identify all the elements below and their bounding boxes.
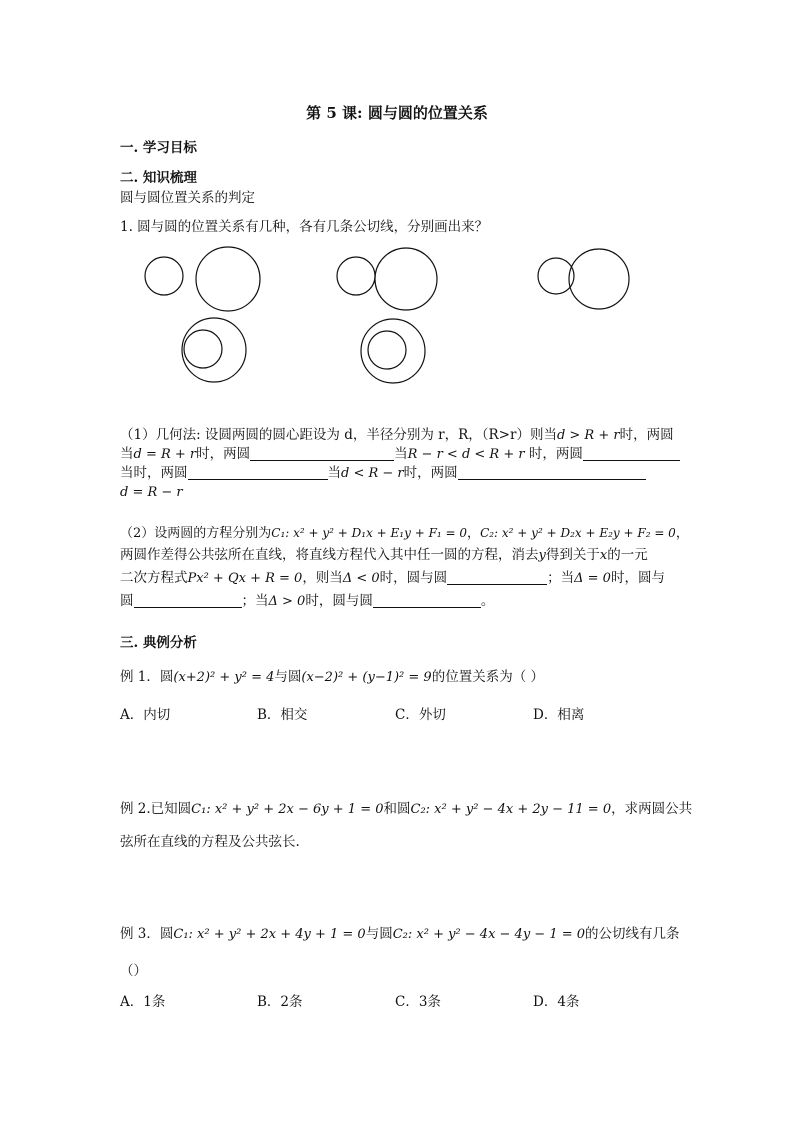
ex3-mid: 与圆 [365,926,393,942]
alg-line3-text-d: ；当 [547,570,575,586]
example-2 [120,800,692,819]
ex3-equation-2: C₂: x² + y² − 4x − 4y − 1 = 0 [392,927,586,942]
geo-line3-text-b: 当 [327,465,341,481]
geo-line-4 [120,483,183,502]
ex3-answer-paren: （） [120,963,147,979]
question-1: 1. 圆与圆的位置关系有几种，各有几条公切线，分别画出来？ [120,219,489,235]
ex3-option-a[interactable]: A．1条 [120,994,166,1010]
ex2-mid: 和圆 [383,801,411,817]
ex3-option-d[interactable]: D．4条 [533,994,580,1010]
alg-line3-text-c: 时，圆与圆 [379,570,448,586]
diagram-intersect-large-circle [569,249,629,309]
geo-line-1 [120,426,674,445]
geo-line2-text: 当 [120,446,134,462]
ex1-suffix: 的位置关系为（ ） [431,669,544,685]
ex2-prefix: 例 2.已知圆 [120,801,192,817]
ex1-prefix: 例 1．圆 [120,669,174,685]
example-1 [120,668,544,687]
example-3 [120,925,680,944]
alg-delta-positive: Δ > 0 [268,594,306,609]
alg-line2-text-b: 得到关于 [545,547,600,563]
alg-delta-negative: Δ < 0 [342,571,380,586]
diagram-separate-small-circle [145,257,183,295]
alg-quadratic: Px² + Qx + R = 0 [187,571,303,586]
alg-line4-text-d: 。 [480,593,495,609]
ex1-option-c[interactable]: C．外切 [395,707,446,723]
alg-circle-c2: C₂: x² + y² + D₂x + E₂y + F₂ = 0 [480,526,676,540]
alg-sep: ， [467,526,481,541]
ex3-option-c[interactable]: C．3条 [395,994,441,1010]
alg-line2-text: 两圆作差得公共弦所在直线，将直线方程代入其中任一圆的方程，消去 [120,547,539,563]
ex3-prefix: 例 3．圆 [120,926,174,942]
alg-line3-text-b: ，则当 [302,570,343,586]
geo-line3-text-c: 时，两圆 [403,465,458,481]
ex2-suffix: ，求两圆公共 [611,801,693,817]
alg-end: ， [675,526,689,541]
section-learning-goals: 一. 学习目标 [120,140,197,156]
ex3-suffix: 的公切线有几条 [585,926,680,942]
geo-condition-contained: d < R − r [341,466,404,481]
ex1-option-b[interactable]: B．相交 [257,707,308,723]
alg-var-y: y [538,548,546,563]
geo-line-3 [120,464,646,483]
ex1-option-d[interactable]: D．相离 [533,707,585,723]
alg-line4-text-b: ；当 [241,593,269,609]
ex1-equation-2: (x−2)² + (y−1)² = 9 [301,670,432,685]
ex3-option-b[interactable]: B．2条 [257,994,303,1010]
alg-delta-zero: Δ = 0 [574,571,611,586]
geo-line2-text-b: 时，两圆 [196,446,251,462]
geo-line-2 [120,445,680,464]
diagram-separate-large-circle [196,247,260,311]
ex2-line-2: 弦所在直线的方程及公共弦长. [120,834,300,850]
ex3-equation-1: C₁: x² + y² + 2x + 4y + 1 = 0 [173,927,366,942]
geo-line2-text-d: 时，两圆 [524,446,583,462]
geo-line1-text: （1）几何法: 设圆两圆的圆心距设为 d，半径分别为 r，R，（R>r）则当 [120,427,557,443]
geo-condition-internal: d = R − r [120,485,183,500]
blank-delta-zero[interactable] [134,593,242,608]
alg-line-3 [120,569,665,588]
blank-external[interactable] [250,446,394,461]
alg-line1-text: （2）设两圆的方程分别为 [120,526,272,541]
diagram-contained-small-circle [368,331,406,369]
alg-line3-text-e: 时，圆与 [610,570,665,586]
diagram-external-large-circle [375,248,437,310]
blank-delta-positive[interactable] [373,593,481,608]
diagram-contained-large-circle [361,319,425,383]
page-title: 第 5 课: 圆与圆的位置关系 [306,104,488,122]
geo-condition-separate: d > R + r [556,428,620,443]
alg-line3-text: 二次方程式 [120,570,188,586]
section-examples: 三. 典例分析 [120,635,197,651]
ex1-equation-1: (x+2)² + y² = 4 [173,670,275,685]
geo-line1-text-b: 时，两圆 [619,427,674,443]
alg-line-1 [120,524,689,543]
diagram-external-small-circle [337,257,375,295]
geo-line2-text-c: 当 [394,446,408,462]
alg-var-x: x [599,548,608,563]
alg-line-4 [120,592,494,611]
alg-line4-text: 圆 [120,593,134,609]
alg-line4-text-c: 时，圆与圆 [305,593,373,609]
ex2-equation-2: C₂: x² + y² − 4x + 2y − 11 = 0 [410,802,612,817]
blank-internal[interactable] [188,465,328,480]
diagram-internal-large-circle [182,318,246,382]
blank-contained[interactable] [458,465,646,480]
alg-line2-text-c: 的一元 [607,547,648,563]
geo-condition-external: d = R + r [133,447,197,462]
blank-delta-negative[interactable] [447,570,547,585]
geo-condition-intersect: R − r < d < R + r [407,447,525,462]
diagram-internal-small-circle [184,330,222,368]
section-knowledge-review: 二. 知识梳理 [120,170,197,186]
alg-circle-c1: C₁: x² + y² + D₁x + E₁y + F₁ = 0 [271,526,468,540]
ex1-option-a[interactable]: A．内切 [120,707,171,723]
ex2-equation-1: C₁: x² + y² + 2x − 6y + 1 = 0 [191,802,384,817]
alg-line-2 [120,546,648,565]
blank-intersect[interactable] [583,446,680,461]
ex1-mid: 与圆 [274,669,302,685]
geo-line3-text: 当时，两圆 [120,465,188,481]
subheading-criteria: 圆与圆位置关系的判定 [120,190,255,206]
